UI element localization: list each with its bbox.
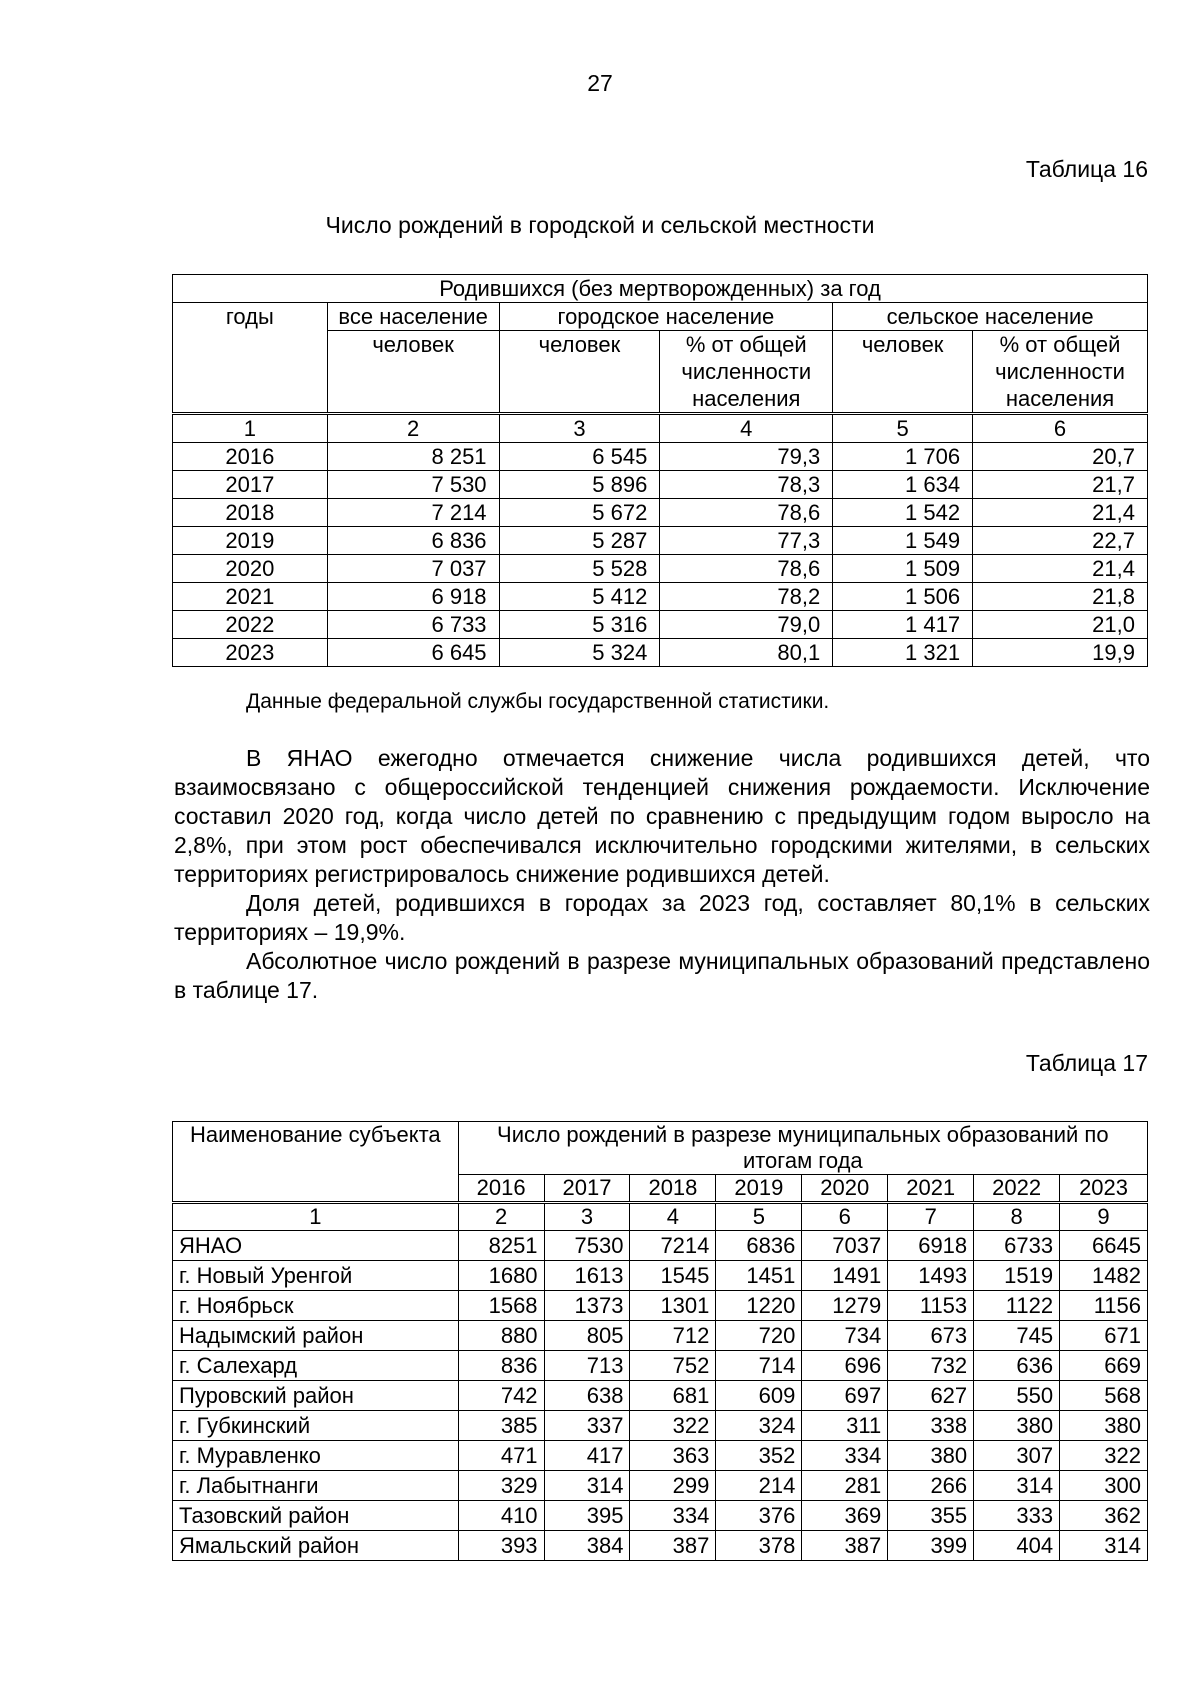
value-cell: 355 bbox=[888, 1501, 974, 1531]
col-subheader-rural-percent: % от общей численности населения bbox=[973, 331, 1148, 414]
col-number: 9 bbox=[1060, 1203, 1148, 1231]
value-cell: 21,7 bbox=[973, 471, 1148, 499]
value-cell: 6 733 bbox=[327, 611, 499, 639]
value-cell: 697 bbox=[802, 1381, 888, 1411]
value-cell: 5 324 bbox=[499, 639, 660, 667]
col-number: 4 bbox=[630, 1203, 716, 1231]
year-header: 2021 bbox=[888, 1175, 974, 1203]
column-number-row bbox=[173, 414, 1148, 443]
value-cell: 1 417 bbox=[833, 611, 973, 639]
value-cell: 6836 bbox=[716, 1231, 802, 1261]
year-header: 2023 bbox=[1060, 1175, 1148, 1203]
value-cell: 333 bbox=[974, 1501, 1060, 1531]
year-cell: 2020 bbox=[173, 555, 328, 583]
value-cell: 627 bbox=[888, 1381, 974, 1411]
table-row bbox=[173, 1261, 1148, 1291]
col-subheader-all-persons: человек bbox=[327, 331, 499, 414]
column-number-row bbox=[173, 1203, 1148, 1231]
value-cell: 7 037 bbox=[327, 555, 499, 583]
value-cell: 363 bbox=[630, 1441, 716, 1471]
col-number: 4 bbox=[660, 414, 833, 443]
value-cell: 362 bbox=[1060, 1501, 1148, 1531]
value-cell: 734 bbox=[802, 1321, 888, 1351]
col-subheader-urban-persons: человек bbox=[499, 331, 660, 414]
value-cell: 5 316 bbox=[499, 611, 660, 639]
year-cell: 2016 bbox=[173, 443, 328, 471]
col-subheader-rural-persons: человек bbox=[833, 331, 973, 414]
value-cell: 20,7 bbox=[973, 443, 1148, 471]
value-cell: 322 bbox=[1060, 1441, 1148, 1471]
value-cell: 79,0 bbox=[660, 611, 833, 639]
municipality-name: г. Губкинский bbox=[173, 1411, 459, 1441]
col-header-urban: городское население bbox=[499, 303, 833, 331]
table-row bbox=[173, 639, 1148, 667]
col-header-rural: сельское население bbox=[833, 303, 1148, 331]
value-cell: 696 bbox=[802, 1351, 888, 1381]
value-cell: 1153 bbox=[888, 1291, 974, 1321]
source-note: Данные федеральной службы государственной статистики. bbox=[246, 690, 830, 713]
value-cell: 5 672 bbox=[499, 499, 660, 527]
value-cell: 636 bbox=[974, 1351, 1060, 1381]
value-cell: 1493 bbox=[888, 1261, 974, 1291]
value-cell: 5 896 bbox=[499, 471, 660, 499]
value-cell: 300 bbox=[1060, 1471, 1148, 1501]
page-number: 27 bbox=[587, 70, 613, 96]
value-cell: 307 bbox=[974, 1441, 1060, 1471]
value-cell: 1122 bbox=[974, 1291, 1060, 1321]
value-cell: 380 bbox=[974, 1411, 1060, 1441]
value-cell: 387 bbox=[802, 1531, 888, 1561]
value-cell: 77,3 bbox=[660, 527, 833, 555]
value-cell: 471 bbox=[458, 1441, 544, 1471]
value-cell: 681 bbox=[630, 1381, 716, 1411]
col-subheader-urban-percent: % от общей численности населения bbox=[660, 331, 833, 414]
col-number: 2 bbox=[327, 414, 499, 443]
year-header: 2020 bbox=[802, 1175, 888, 1203]
value-cell: 378 bbox=[716, 1531, 802, 1561]
year-header: 2017 bbox=[544, 1175, 630, 1203]
value-cell: 299 bbox=[630, 1471, 716, 1501]
col-header-name: Наименование субъекта bbox=[173, 1122, 459, 1203]
paragraph: Доля детей, родившихся в городах за 2023 год, составляет 80,1% в сельских территориях – 19,9%. bbox=[174, 890, 1150, 945]
value-cell: 329 bbox=[458, 1471, 544, 1501]
table-17-caption: Таблица 17 bbox=[1025, 1050, 1148, 1076]
value-cell: 19,9 bbox=[973, 639, 1148, 667]
value-cell: 752 bbox=[630, 1351, 716, 1381]
value-cell: 311 bbox=[802, 1411, 888, 1441]
table-row bbox=[173, 1291, 1148, 1321]
value-cell: 5 287 bbox=[499, 527, 660, 555]
value-cell: 1491 bbox=[802, 1261, 888, 1291]
value-cell: 6645 bbox=[1060, 1231, 1148, 1261]
value-cell: 214 bbox=[716, 1471, 802, 1501]
header-span: Родившихся (без мертворожденных) за год bbox=[173, 275, 1148, 303]
value-cell: 393 bbox=[458, 1531, 544, 1561]
value-cell: 713 bbox=[544, 1351, 630, 1381]
value-cell: 78,6 bbox=[660, 499, 833, 527]
paragraph: Абсолютное число рождений в разрезе муниципальных образований представлено в таблице 17. bbox=[174, 948, 1150, 1003]
value-cell: 314 bbox=[974, 1471, 1060, 1501]
col-number: 7 bbox=[888, 1203, 974, 1231]
body-text bbox=[174, 744, 1150, 1005]
value-cell: 7 530 bbox=[327, 471, 499, 499]
value-cell: 836 bbox=[458, 1351, 544, 1381]
value-cell: 380 bbox=[888, 1441, 974, 1471]
value-cell: 720 bbox=[716, 1321, 802, 1351]
table-row bbox=[173, 583, 1148, 611]
value-cell: 6 836 bbox=[327, 527, 499, 555]
value-cell: 314 bbox=[1060, 1531, 1148, 1561]
value-cell: 6 545 bbox=[499, 443, 660, 471]
value-cell: 1373 bbox=[544, 1291, 630, 1321]
table-row bbox=[173, 555, 1148, 583]
year-cell: 2023 bbox=[173, 639, 328, 667]
municipality-name: Надымский район bbox=[173, 1321, 459, 1351]
municipality-name: г. Ноябрьск bbox=[173, 1291, 459, 1321]
value-cell: 78,3 bbox=[660, 471, 833, 499]
value-cell: 550 bbox=[974, 1381, 1060, 1411]
value-cell: 334 bbox=[802, 1441, 888, 1471]
value-cell: 8 251 bbox=[327, 443, 499, 471]
year-cell: 2017 bbox=[173, 471, 328, 499]
value-cell: 7214 bbox=[630, 1231, 716, 1261]
value-cell: 1545 bbox=[630, 1261, 716, 1291]
table-row bbox=[173, 611, 1148, 639]
value-cell: 1 549 bbox=[833, 527, 973, 555]
value-cell: 399 bbox=[888, 1531, 974, 1561]
value-cell: 880 bbox=[458, 1321, 544, 1351]
births-by-municipality-table bbox=[172, 1121, 1148, 1561]
value-cell: 79,3 bbox=[660, 443, 833, 471]
municipality-name: Пуровский район bbox=[173, 1381, 459, 1411]
value-cell: 80,1 bbox=[660, 639, 833, 667]
year-header: 2019 bbox=[716, 1175, 802, 1203]
table-row bbox=[173, 1471, 1148, 1501]
value-cell: 5 528 bbox=[499, 555, 660, 583]
col-number: 2 bbox=[458, 1203, 544, 1231]
municipality-name: г. Салехард bbox=[173, 1351, 459, 1381]
col-number: 3 bbox=[499, 414, 660, 443]
value-cell: 334 bbox=[630, 1501, 716, 1531]
year-cell: 2021 bbox=[173, 583, 328, 611]
value-cell: 673 bbox=[888, 1321, 974, 1351]
year-header: 2018 bbox=[630, 1175, 716, 1203]
value-cell: 7037 bbox=[802, 1231, 888, 1261]
table-row bbox=[173, 1441, 1148, 1471]
table-row bbox=[173, 1501, 1148, 1531]
table-row bbox=[173, 471, 1148, 499]
header-span: Число рождений в разрезе муниципальных образований по итогам года bbox=[458, 1122, 1147, 1175]
value-cell: 1 506 bbox=[833, 583, 973, 611]
table-row bbox=[173, 1531, 1148, 1561]
value-cell: 21,4 bbox=[973, 499, 1148, 527]
value-cell: 380 bbox=[1060, 1411, 1148, 1441]
table-row bbox=[173, 1351, 1148, 1381]
value-cell: 669 bbox=[1060, 1351, 1148, 1381]
value-cell: 1613 bbox=[544, 1261, 630, 1291]
table-row bbox=[173, 443, 1148, 471]
value-cell: 385 bbox=[458, 1411, 544, 1441]
value-cell: 1 634 bbox=[833, 471, 973, 499]
table-16-title: Число рождений в городской и сельской местности bbox=[325, 212, 875, 238]
value-cell: 609 bbox=[716, 1381, 802, 1411]
year-header: 2022 bbox=[974, 1175, 1060, 1203]
value-cell: 384 bbox=[544, 1531, 630, 1561]
year-header: 2016 bbox=[458, 1175, 544, 1203]
value-cell: 1 706 bbox=[833, 443, 973, 471]
table-16-caption: Таблица 16 bbox=[1025, 156, 1148, 182]
table-row bbox=[173, 527, 1148, 555]
value-cell: 712 bbox=[630, 1321, 716, 1351]
value-cell: 742 bbox=[458, 1381, 544, 1411]
value-cell: 1279 bbox=[802, 1291, 888, 1321]
value-cell: 1156 bbox=[1060, 1291, 1148, 1321]
value-cell: 671 bbox=[1060, 1321, 1148, 1351]
value-cell: 1 321 bbox=[833, 639, 973, 667]
value-cell: 266 bbox=[888, 1471, 974, 1501]
value-cell: 6733 bbox=[974, 1231, 1060, 1261]
value-cell: 22,7 bbox=[973, 527, 1148, 555]
table-row bbox=[173, 499, 1148, 527]
table-row bbox=[173, 1321, 1148, 1351]
col-number: 5 bbox=[716, 1203, 802, 1231]
value-cell: 1220 bbox=[716, 1291, 802, 1321]
value-cell: 337 bbox=[544, 1411, 630, 1441]
value-cell: 1519 bbox=[974, 1261, 1060, 1291]
col-header-all: все население bbox=[327, 303, 499, 331]
value-cell: 78,6 bbox=[660, 555, 833, 583]
value-cell: 8251 bbox=[458, 1231, 544, 1261]
year-cell: 2018 bbox=[173, 499, 328, 527]
value-cell: 1 509 bbox=[833, 555, 973, 583]
municipality-name: ЯНАО bbox=[173, 1231, 459, 1261]
value-cell: 1568 bbox=[458, 1291, 544, 1321]
value-cell: 314 bbox=[544, 1471, 630, 1501]
value-cell: 281 bbox=[802, 1471, 888, 1501]
municipality-name: г. Лабытнанги bbox=[173, 1471, 459, 1501]
col-number: 1 bbox=[173, 1203, 459, 1231]
value-cell: 369 bbox=[802, 1501, 888, 1531]
value-cell: 352 bbox=[716, 1441, 802, 1471]
value-cell: 6918 bbox=[888, 1231, 974, 1261]
value-cell: 1301 bbox=[630, 1291, 716, 1321]
year-cell: 2019 bbox=[173, 527, 328, 555]
table-row bbox=[173, 1381, 1148, 1411]
value-cell: 376 bbox=[716, 1501, 802, 1531]
value-cell: 387 bbox=[630, 1531, 716, 1561]
year-cell: 2022 bbox=[173, 611, 328, 639]
value-cell: 417 bbox=[544, 1441, 630, 1471]
value-cell: 21,0 bbox=[973, 611, 1148, 639]
table-row bbox=[173, 1411, 1148, 1441]
table-row bbox=[173, 1231, 1148, 1261]
municipality-name: г. Муравленко bbox=[173, 1441, 459, 1471]
value-cell: 805 bbox=[544, 1321, 630, 1351]
value-cell: 568 bbox=[1060, 1381, 1148, 1411]
value-cell: 5 412 bbox=[499, 583, 660, 611]
col-number: 1 bbox=[173, 414, 328, 443]
value-cell: 404 bbox=[974, 1531, 1060, 1561]
value-cell: 6 645 bbox=[327, 639, 499, 667]
value-cell: 21,4 bbox=[973, 555, 1148, 583]
value-cell: 745 bbox=[974, 1321, 1060, 1351]
value-cell: 7530 bbox=[544, 1231, 630, 1261]
value-cell: 21,8 bbox=[973, 583, 1148, 611]
col-number: 8 bbox=[974, 1203, 1060, 1231]
value-cell: 395 bbox=[544, 1501, 630, 1531]
births-urban-rural-table bbox=[172, 274, 1148, 667]
municipality-name: г. Новый Уренгой bbox=[173, 1261, 459, 1291]
value-cell: 322 bbox=[630, 1411, 716, 1441]
col-number: 6 bbox=[973, 414, 1148, 443]
municipality-name: Тазовский район bbox=[173, 1501, 459, 1531]
value-cell: 1482 bbox=[1060, 1261, 1148, 1291]
value-cell: 714 bbox=[716, 1351, 802, 1381]
value-cell: 638 bbox=[544, 1381, 630, 1411]
municipality-name: Ямальский район bbox=[173, 1531, 459, 1561]
value-cell: 732 bbox=[888, 1351, 974, 1381]
value-cell: 6 918 bbox=[327, 583, 499, 611]
col-number: 5 bbox=[833, 414, 973, 443]
col-number: 6 bbox=[802, 1203, 888, 1231]
paragraph: В ЯНАО ежегодно отмечается снижение числа родившихся детей, что взаимосвязано с общероссийской тенденцией снижения рождаемости. Исключение составил 2020 год, когда число детей по сравнению с предыдущим годом выросло на 2,8%, при этом рост обеспечивался исключительно городскими жителями, в сельских территориях регистрировалось снижение родившихся детей. bbox=[174, 745, 1150, 887]
value-cell: 1680 bbox=[458, 1261, 544, 1291]
value-cell: 1451 bbox=[716, 1261, 802, 1291]
value-cell: 338 bbox=[888, 1411, 974, 1441]
value-cell: 1 542 bbox=[833, 499, 973, 527]
value-cell: 7 214 bbox=[327, 499, 499, 527]
col-number: 3 bbox=[544, 1203, 630, 1231]
value-cell: 78,2 bbox=[660, 583, 833, 611]
value-cell: 410 bbox=[458, 1501, 544, 1531]
value-cell: 324 bbox=[716, 1411, 802, 1441]
col-header-years: годы bbox=[173, 303, 328, 414]
